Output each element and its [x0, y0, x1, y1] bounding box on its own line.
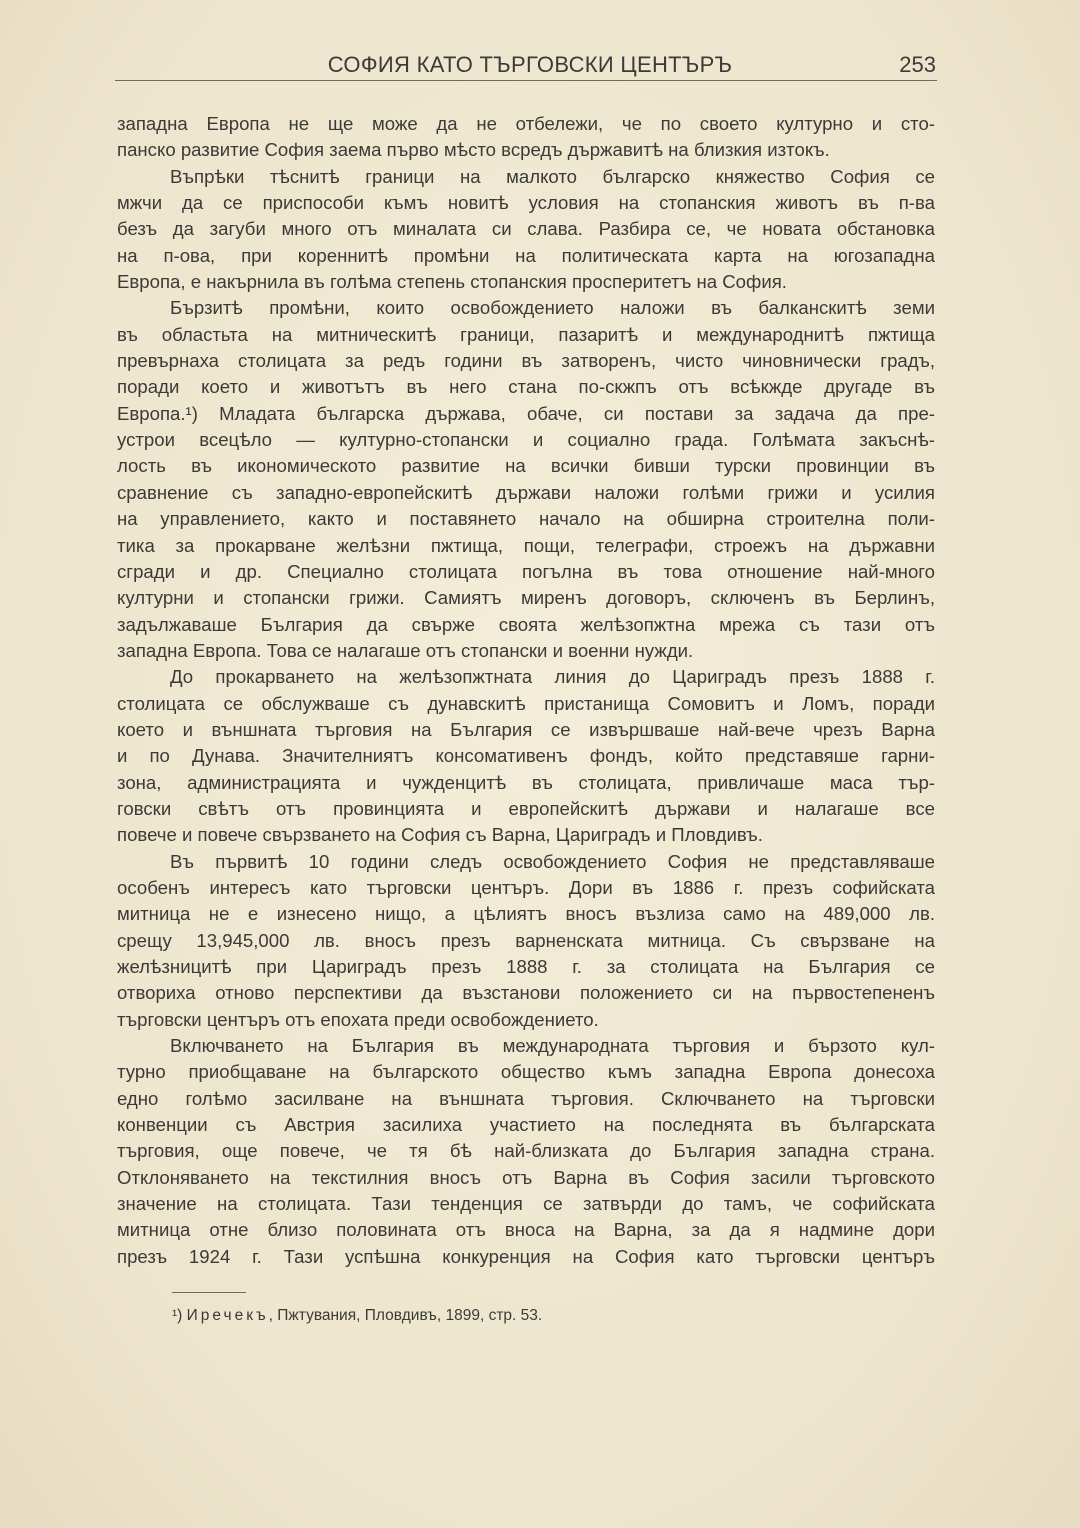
text-line: отвориха отново перспективи да възстанови положението си на първостепененъ [117, 982, 935, 1004]
text-line: превърнаха столицата за редъ години въ затворенъ, чисто чиновнически градъ, [117, 350, 935, 372]
footnote-author: Иречекъ [186, 1307, 269, 1324]
text-line: културни и стопански грижи. Самиятъ миренъ договоръ, сключенъ въ Берлинъ, [117, 587, 935, 609]
footnote-rule [172, 1292, 246, 1293]
text-line: западна Европа не ще може да не отбележи, че по своето културно и сто- [117, 113, 935, 134]
text-line: на управлението, както и поставянето начало на обширна строителна поли- [117, 508, 935, 530]
paragraph [117, 664, 935, 848]
text-line: едно голѣмо засилване на външната търговия. Сключването на търговски [117, 1087, 935, 1109]
text-line: Бързитѣ промѣни, които освобождението наложи въ балканскитѣ земи [170, 297, 935, 319]
text-line: повече и повече свързването на София съ Варна, Цариградъ и Пловдивъ. [117, 824, 763, 846]
text-line: панско развитие София заема първо мѣсто всредъ държавитѣ на близкия изтокъ. [117, 139, 830, 161]
text-line: сравнение съ западно-европейскитѣ държави наложи голѣми грижи и усилия [117, 481, 935, 503]
running-header-title: СОФИЯ КАТО ТЪРГОВСКИ ЦЕНТЪРЪ [327, 52, 733, 77]
text-line: столицата се обслужваше съ дунавскитѣ пристанища Сомовитъ и Ломъ, поради [117, 692, 935, 714]
paragraph [117, 111, 935, 164]
text-line: западна Европа. Това се налагаше отъ стопански и военни нужди. [117, 639, 694, 661]
text-line: Отклоняването на текстилния вносъ отъ Варна въ София засили търговското [117, 1166, 935, 1188]
text-line: Въпрѣки тѣснитѣ граници на малкото българско княжество София се [170, 165, 935, 187]
text-line: Въ първитѣ 10 години следъ освобождението София не представляваше [170, 850, 935, 872]
paragraph [117, 1033, 935, 1270]
text-line: значение на столицата. Тази тенденция се затвърди до тамъ, че софийската [117, 1193, 935, 1215]
text-line: което и външната търговия на България се извършваше най-вече чрезъ Варна [117, 718, 935, 740]
text-line: зона, администрацията и чужденцитѣ въ столицата, привличаше маса тър- [117, 771, 935, 793]
text-line: турно приобщаване на българското общество къмъ западна Европа донесоха [117, 1061, 935, 1083]
footnote-marker: ¹) [172, 1307, 183, 1324]
text-line: тика за прокарване желѣзни пжтища, пощи, телеграфи, строежъ на държавни [117, 534, 935, 556]
text-line: До прокарването на желѣзопжтната линия до Цариградъ презъ 1888 г. [170, 666, 935, 688]
text-line: търговия, още повече, че тя бѣ най-близката до България западна страна. [117, 1140, 935, 1162]
text-line: устрои всецѣло — културно-стопански и социално града. Голѣмата закъснѣ- [117, 429, 935, 451]
text-line: митница не е изнесено нищо, а цѣлиятъ вносъ възлиза само на 489,000 лв. [117, 903, 935, 925]
footnote-citation: , Пжтувания, Пловдивъ, 1899, стр. 53. [268, 1307, 543, 1324]
text-line: сгради и др. Специално столицата погълна въ това отношение най-много [117, 560, 935, 582]
body-text [117, 111, 935, 1270]
paragraph [117, 164, 935, 296]
text-line: говски свѣтъ отъ провинцията и европейскитѣ държави и налагаше все [117, 797, 935, 819]
text-line: мжчи да се приспособи къмъ новитѣ условия на стопанския животъ въ п-ва [117, 192, 935, 214]
text-line: Европа, е накърнила въ голѣма степень стопанския просперитетъ на София. [117, 271, 787, 293]
page-number: 253 [899, 52, 936, 77]
text-line: митница отне близо половината отъ вноса на Варна, за да я надмине дори [117, 1219, 935, 1241]
footnote [172, 1307, 542, 1325]
text-line: конвенции съ Австрия засилиха участието на последнята въ българската [117, 1114, 935, 1136]
text-line: лость въ икономическото развитие на всички бивши турски провинции въ [117, 455, 935, 477]
text-line: задължаваше България да свърже своята желѣзопжтна мрежа съ тази отъ [117, 613, 935, 635]
text-line: въ областьта на митническитѣ граници, пазаритѣ и международнитѣ пжтища [117, 323, 935, 345]
text-line: и по Дунава. Значителниятъ консомативенъ фондъ, който представяше гарни- [117, 745, 935, 767]
text-line: на п-ова, при кореннитѣ промѣни на политическата карта на югозападна [117, 244, 935, 266]
header-rule [115, 80, 937, 81]
text-line: презъ 1924 г. Тази успѣшна конкуренция на София като търговски центъръ [117, 1245, 935, 1267]
text-line: Включването на България въ международната търговия и бързото кул- [170, 1035, 935, 1057]
text-line: поради което и животътъ въ него стана по-скжпъ отъ всѣкжде другаде въ [117, 376, 935, 398]
paragraph [117, 295, 935, 664]
text-line: Европа.¹) Младата българска държава, обаче, си постави за задача да пре- [117, 402, 935, 424]
text-line: желѣзницитѣ при Цариградъ презъ 1888 г. за столицата на България се [117, 956, 935, 977]
text-line: търговски центъръ отъ епохата преди освобождението. [117, 1008, 599, 1030]
text-line: особенъ интересъ като търговски центъръ. Дори въ 1886 г. презъ софийската [117, 876, 935, 898]
text-line: срещу 13,945,000 лв. вносъ презъ варненската митница. Съ свързване на [117, 929, 935, 951]
paragraph [117, 849, 935, 1033]
text-line: безъ да загуби много отъ миналата си слава. Разбира се, че новата обстановка [117, 218, 935, 240]
